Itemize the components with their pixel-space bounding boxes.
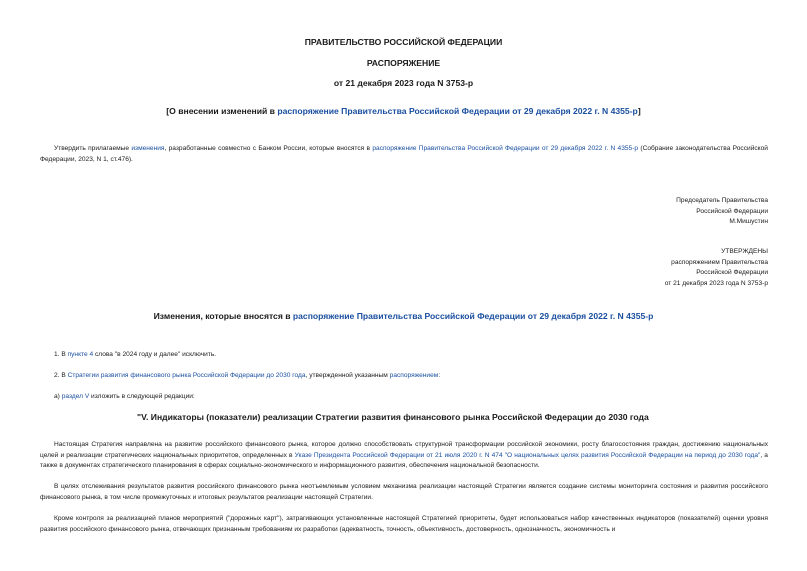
- changes-title-prefix: Изменения, которые вносятся в: [153, 311, 293, 321]
- approval-line-3: Российской Федерации: [696, 269, 768, 276]
- section-v-link[interactable]: раздел V: [61, 393, 90, 400]
- approval-block: [665, 247, 768, 289]
- order-ref-link[interactable]: распоряжением: [389, 372, 439, 379]
- signature-position: Председатель Правительства: [676, 197, 768, 204]
- decree-link[interactable]: Указе Президента Российской Федерации от 21 июля 2020 г. N 474: [294, 451, 503, 459]
- para1-text-1: Утвердить прилагаемые: [54, 145, 132, 152]
- government-heading: ПРАВИТЕЛЬСТВО РОССИЙСКОЙ ФЕДЕРАЦИИ: [304, 37, 503, 47]
- para1-text-3: (Собрание законодательства Российской Федерации, 2023, N 1, ст.476).: [40, 145, 768, 163]
- changes-link[interactable]: изменения: [131, 145, 165, 152]
- signature-block: [676, 196, 768, 228]
- document-type: РАСПОРЯЖЕНИЕ: [366, 58, 441, 68]
- item1-link[interactable]: пункте 4: [67, 351, 94, 358]
- document-title: [0, 106, 807, 116]
- item1-text-2: слова "в 2024 году и далее" исключить.: [93, 351, 217, 358]
- title-link[interactable]: распоряжение Правительства Российской Федерации от 29 декабря 2022 г. N 4355-р: [277, 106, 638, 116]
- item1-text-1: 1. В: [54, 351, 68, 358]
- control-paragraph: Кроме контроля за реализацией планов мероприятий ("дорожных карт"), затрагивающих установленные настоящей Стратегией приоритеты, будет использоваться набор качественных индикаторов (показателей) оценки уровня развития российского финансового рынка, отвечающих признанным требованиям их разработки (адекватность, точность, объективность, достоверность, однозначность, экономичность и: [40, 515, 768, 533]
- item-a-text-2: изложить в следующей редакции:: [89, 393, 195, 400]
- item2-text-2: , утвержденной указанным: [305, 372, 390, 379]
- approval-heading: УТВЕРЖДЕНЫ: [721, 248, 768, 255]
- approval-line-4: от 21 декабря 2023 года N 3753-р: [664, 279, 768, 287]
- para2-text-3: , а также в документах стратегического планирования в сферах социально-экономического и информационного развития, обеспечения национальной безопасности.: [40, 451, 768, 469]
- item-a: [54, 393, 195, 400]
- title-prefix: [О внесении изменений в: [166, 106, 278, 116]
- order-link[interactable]: распоряжение Правительства Российской Федерации от 29 декабря 2022 г. N 4355-р: [372, 145, 639, 152]
- strategy-paragraph: [40, 440, 768, 472]
- changes-title-link[interactable]: распоряжение Правительства Российской Федерации от 29 декабря 2022 г. N 4355-р: [292, 311, 654, 321]
- approval-line-2: распоряжением Правительства: [671, 258, 768, 266]
- item2-text-3: :: [438, 372, 441, 379]
- signature-name: М.Мишустин: [729, 218, 768, 225]
- item-2: [54, 372, 440, 379]
- title-suffix: ]: [637, 106, 641, 116]
- national-goals-link[interactable]: "О национальных целях развития Российской Федерации на период до 2030 года": [504, 451, 761, 459]
- changes-title: [0, 311, 807, 321]
- strategy-link[interactable]: Стратегии развития финансового рынка Российской Федерации до 2030 года: [67, 372, 306, 379]
- approve-paragraph: [40, 144, 768, 165]
- para1-text-2: , разработанные совместно с Банком России, которые вносятся в: [164, 145, 373, 152]
- signature-org: Российской Федерации: [696, 207, 768, 215]
- item2-text-1: 2. В: [54, 372, 68, 379]
- section-v-heading: "V. Индикаторы (показатели) реализации Стратегии развития финансового рынка Российской Федерации до 2030 года: [137, 412, 649, 422]
- document-date-number: от 21 декабря 2023 года N 3753-р: [333, 78, 474, 88]
- para2-text-1: Настоящая Стратегия направлена на развитие российского финансового рынка, которое должно способствовать структурной трансформации российской экономики, росту благосостояния граждан, достижению национальных целей и реализации стратегических национальных приоритетов, определенных в: [40, 441, 768, 459]
- item-a-text-1: а): [54, 393, 62, 400]
- monitoring-paragraph: В целях отслеживания результатов развития российского финансового рынка неотъемлемым условием механизма реализации настоящей Стратегии является создание системы мониторинга состояния и развития российского финансового рынка, в том числе промежуточных и итоговых результатов реализации настоящей Стратегии.: [40, 483, 768, 501]
- item-1: [54, 351, 216, 358]
